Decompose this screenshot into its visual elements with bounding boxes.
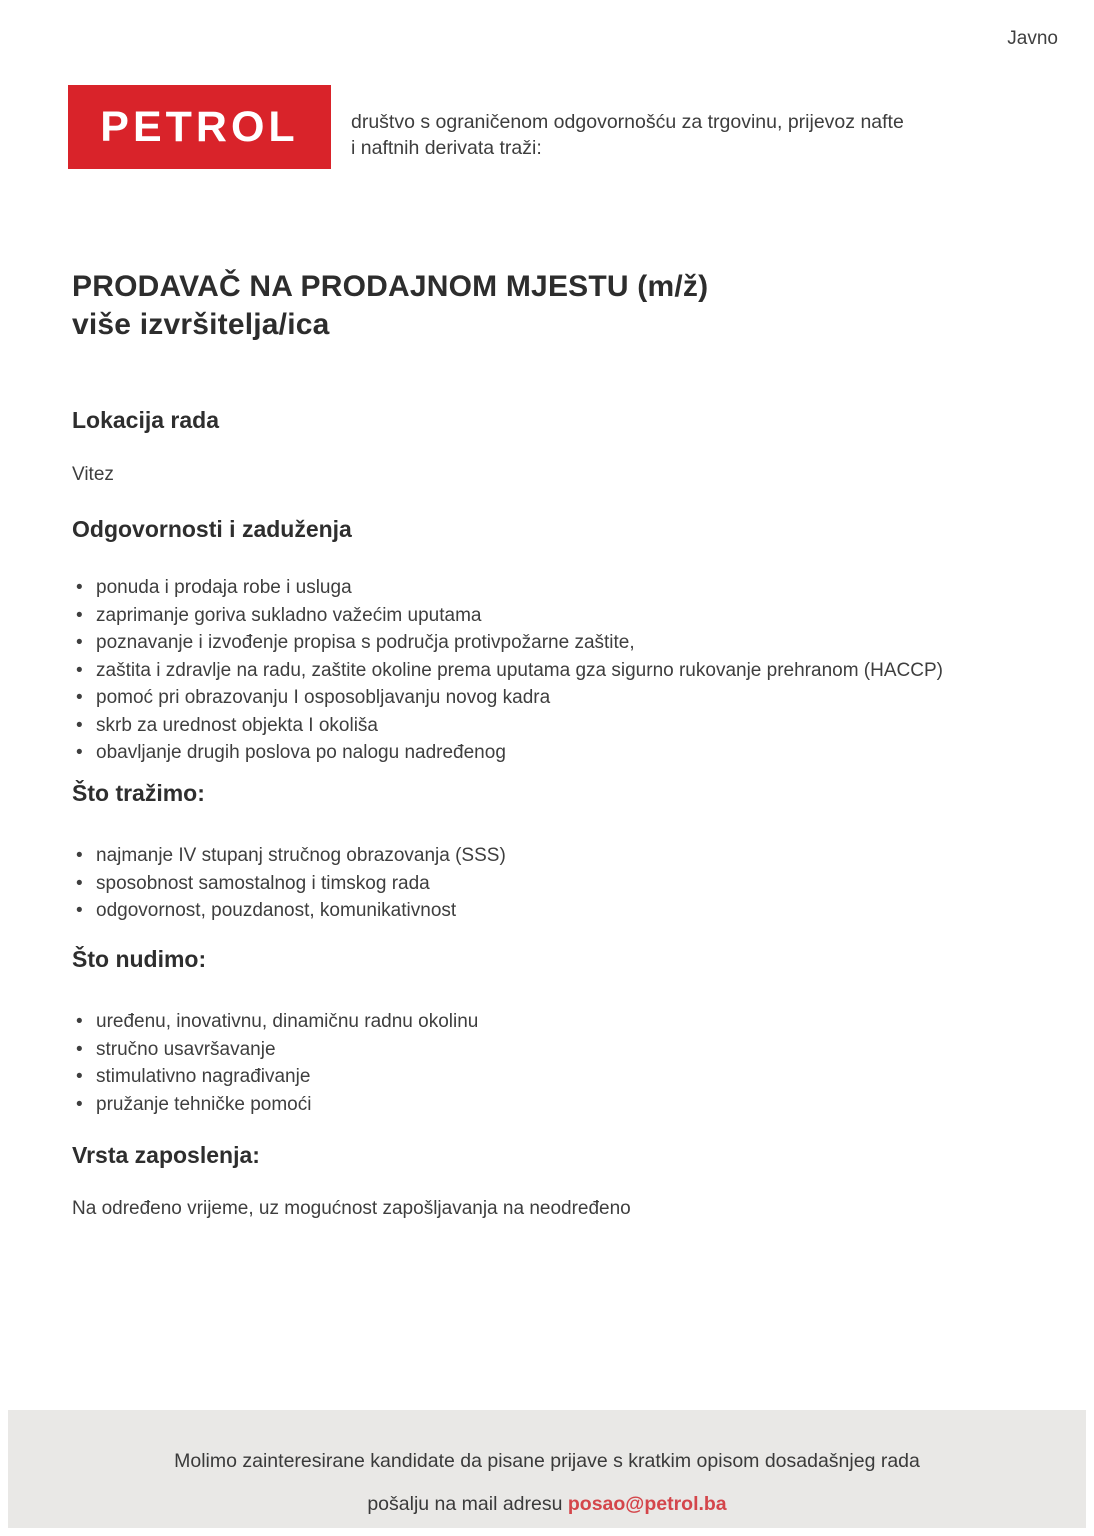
section-heading-requirements: Što tražimo: xyxy=(72,780,205,806)
list-item: • poznavanje i izvođenje propisa s područja protivpožarne zaštite, xyxy=(72,629,1062,657)
section-heading-offer: Što nudimo: xyxy=(72,946,207,972)
company-description xyxy=(331,85,904,169)
document-header xyxy=(68,85,904,169)
footer-line2-prefix: pošalju na mail adresu xyxy=(367,1493,568,1515)
contact-email-link[interactable]: posao@petrol.ba xyxy=(567,1493,727,1515)
list-item: • odgovornost, pouzdanost, komunikativnost xyxy=(72,897,1062,925)
list-item: • obavljanje drugih poslova po nalogu nadređenog xyxy=(72,739,1062,767)
list-item: • skrb za urednost objekta I okoliša xyxy=(72,712,1062,740)
list-item: • zaprimanje goriva sukladno važećim uputama xyxy=(72,602,1062,630)
list-item: • stimulativno nagrađivanje xyxy=(72,1063,1062,1091)
section-heading-employment-type: Vrsta zaposlenja: xyxy=(72,1142,260,1168)
list-item: • zaštita i zdravlje na radu, zaštite okoline prema uputama gza sigurno rukovanje prehranom (HACCP) xyxy=(72,657,1062,685)
job-title-line2: više izvršitelja/ica xyxy=(72,308,330,341)
location-value: Vitez xyxy=(72,464,114,485)
company-description-line1: društvo s ograničenom odgovornošću za trgovinu, prijevoz nafte xyxy=(351,111,904,133)
job-title xyxy=(72,268,708,344)
section-heading-location: Lokacija rada xyxy=(72,407,220,433)
offer-list xyxy=(72,1008,1062,1118)
employment-type-value: Na određeno vrijeme, uz mogućnost zapošljavanja na neodređeno xyxy=(72,1198,631,1219)
list-item: • sposobnost samostalnog i timskog rada xyxy=(72,870,1062,898)
list-item: • pomoć pri obrazovanju I osposobljavanju novog kadra xyxy=(72,684,1062,712)
list-item: • ponuda i prodaja robe i usluga xyxy=(72,574,1062,602)
footer-contact-note xyxy=(8,1410,1086,1528)
responsibilities-list xyxy=(72,574,1062,767)
list-item: • najmanje IV stupanj stručnog obrazovanja (SSS) xyxy=(72,842,1062,870)
petrol-logo: PETROL xyxy=(68,85,331,169)
job-title-line1: PRODAVAČ NA PRODAJNOM MJESTU (m/ž) xyxy=(72,270,709,303)
footer-line1: Molimo zainteresirane kandidate da pisane prijave s kratkim opisom dosadašnjeg rada xyxy=(174,1450,920,1472)
company-description-line2: i naftnih derivata traži: xyxy=(351,137,542,159)
section-heading-responsibilities: Odgovornosti i zaduženja xyxy=(72,516,352,542)
list-item: • pružanje tehničke pomoći xyxy=(72,1091,1062,1119)
classification-label: Javno xyxy=(1007,28,1058,49)
requirements-list xyxy=(72,842,1062,925)
list-item: • uređenu, inovativnu, dinamičnu radnu okolinu xyxy=(72,1008,1062,1036)
footer-line2 xyxy=(8,1493,1086,1516)
list-item: • stručno usavršavanje xyxy=(72,1036,1062,1064)
